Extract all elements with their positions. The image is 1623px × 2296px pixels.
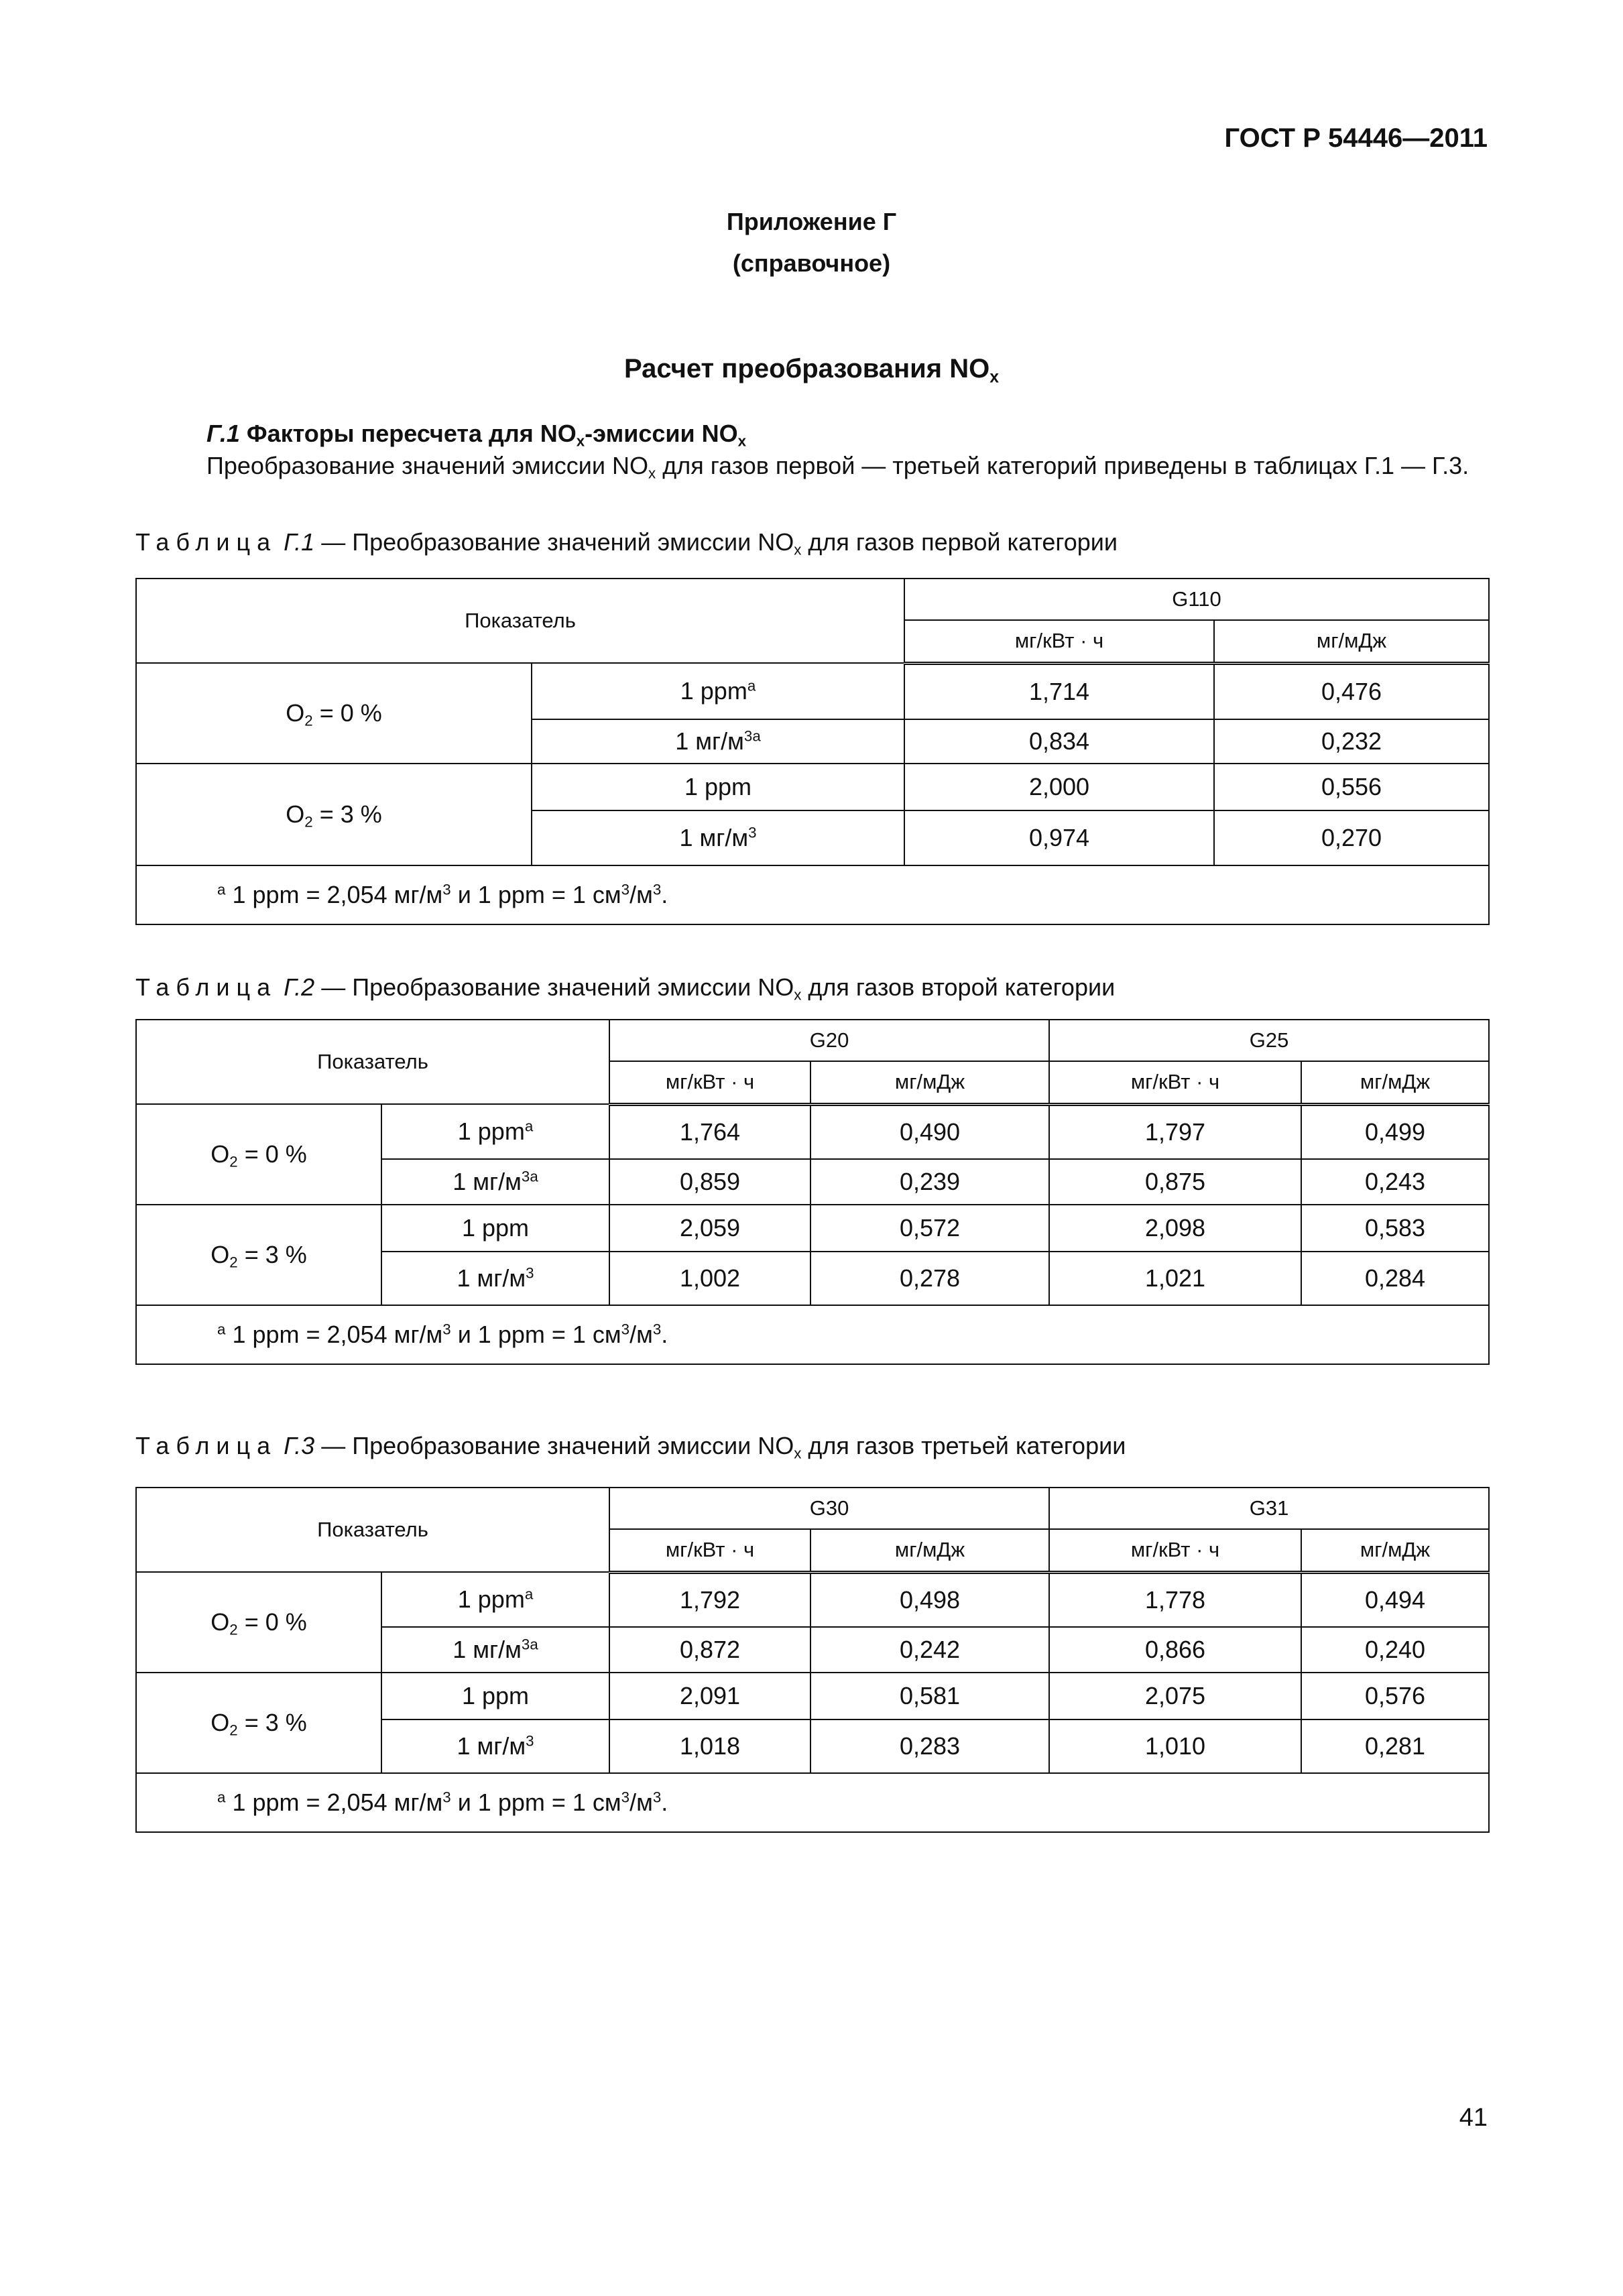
gas-header: G30 [609, 1488, 1049, 1529]
o2-label: $O_2 = 0$ % [136, 1572, 381, 1673]
unit-label: 1 $мг/м^{3а}$ [381, 1159, 609, 1205]
table-cell: 1,797 [1049, 1104, 1301, 1159]
unit-header: мг/кВт · ч [1049, 1061, 1301, 1104]
table-3-caption: Таблица Г.3 — Преобразование значений эмиссии $NO_x$ для газов третьей категории [135, 1432, 1126, 1462]
unit-label: 1 ppm [381, 1673, 609, 1719]
unit-label: 1 $мг/м^3$ [381, 1252, 609, 1305]
table-cell: 1,002 [609, 1252, 810, 1305]
unit-header: мг/мДж [1214, 620, 1489, 663]
o2-label: $O_2 = 0$ % [136, 663, 532, 764]
table-cell: 0,490 [810, 1104, 1049, 1159]
table-cell: 1,792 [609, 1572, 810, 1627]
section-title: Расчет преобразования $NO_x$ [623, 354, 1000, 387]
o2-label: $O_2 = 3$ % [136, 1205, 381, 1305]
gas-header: G20 [609, 1020, 1049, 1061]
unit-label: 1 $мг/м^3$ [381, 1719, 609, 1773]
table-cell: 2,000 [904, 764, 1214, 810]
gas-header: G31 [1049, 1488, 1489, 1529]
table-cell: 0,576 [1301, 1673, 1489, 1719]
table-cell: 2,091 [609, 1673, 810, 1719]
unit-label: 1 $мг/м^3$ [532, 810, 904, 865]
table-cell: 0,278 [810, 1252, 1049, 1305]
table-1 [135, 578, 1490, 925]
unit-label: 1 ppm$^а$ [381, 1572, 609, 1627]
indicator-header: Показатель [136, 1020, 609, 1104]
o2-label: $O_2 = 3$ % [136, 764, 532, 865]
o2-label: $O_2 = 0$ % [136, 1104, 381, 1205]
unit-header: мг/мДж [810, 1061, 1049, 1104]
document-code: ГОСТ Р 54446—2011 [1224, 123, 1488, 153]
table-cell: 2,059 [609, 1205, 810, 1252]
table-cell: 0,270 [1214, 810, 1489, 865]
unit-header: мг/мДж [810, 1529, 1049, 1572]
table-cell: 0,498 [810, 1572, 1049, 1627]
table-cell: 0,834 [904, 719, 1214, 764]
indicator-header: Показатель [136, 1488, 609, 1572]
clause-paragraph: Преобразование значений эмиссии $NO_x$ для газов первой — третьей категорий приведены в таблицах Г.1 — Г.3. [206, 452, 1469, 482]
unit-header: мг/кВт · ч [1049, 1529, 1301, 1572]
table-cell: 0,283 [810, 1719, 1049, 1773]
table-cell: 1,714 [904, 663, 1214, 719]
table-cell: 0,232 [1214, 719, 1489, 764]
table-cell: 1,018 [609, 1719, 810, 1773]
o2-label: $O_2 = 3$ % [136, 1673, 381, 1773]
indicator-header: Показатель [136, 579, 904, 663]
gas-header: G110 [904, 579, 1489, 620]
unit-label: 1 ppm$^а$ [381, 1104, 609, 1159]
unit-label: 1 ppm$^а$ [532, 663, 904, 719]
table-cell: 1,778 [1049, 1572, 1301, 1627]
table-footnote: $^а$ 1 ppm = 2,054 $мг/м^3$ и 1 ppm = 1 $см^3/м^3$. [136, 1305, 1489, 1364]
table-cell: 0,240 [1301, 1627, 1489, 1673]
unit-header: мг/мДж [1301, 1529, 1489, 1572]
table-cell: 2,075 [1049, 1673, 1301, 1719]
table-cell: 1,021 [1049, 1252, 1301, 1305]
table-cell: 0,499 [1301, 1104, 1489, 1159]
table-footnote: $^а$ 1 ppm = 2,054 $мг/м^3$ и 1 ppm = 1 $см^3/м^3$. [136, 1773, 1489, 1832]
table-2-caption: Таблица Г.2 — Преобразование значений эмиссии $NO_x$ для газов второй категории [135, 973, 1116, 1004]
table-cell: 0,583 [1301, 1205, 1489, 1252]
unit-header: мг/кВт · ч [904, 620, 1214, 663]
unit-header: мг/мДж [1301, 1061, 1489, 1104]
unit-label: 1 $мг/м^{3а}$ [532, 719, 904, 764]
appendix-title: Приложение Г [726, 208, 897, 235]
clause-title: Г.1 Факторы пересчета для $NO_x$-эмиссии $NO_x$ [206, 420, 747, 450]
appendix-heading [0, 201, 1623, 284]
table-cell: 0,974 [904, 810, 1214, 865]
table-cell: 0,239 [810, 1159, 1049, 1205]
table-cell: 0,866 [1049, 1627, 1301, 1673]
table-cell: 2,098 [1049, 1205, 1301, 1252]
table-cell: 0,494 [1301, 1572, 1489, 1627]
unit-label: 1 $мг/м^{3а}$ [381, 1627, 609, 1673]
appendix-note: (справочное) [732, 249, 891, 277]
table-cell: 0,242 [810, 1627, 1049, 1673]
table-cell: 0,284 [1301, 1252, 1489, 1305]
unit-label: 1 ppm [532, 764, 904, 810]
table-cell: 0,875 [1049, 1159, 1301, 1205]
table-footnote: $^а$ 1 ppm = 2,054 $мг/м^3$ и 1 ppm = 1 $см^3/м^3$. [136, 865, 1489, 924]
table-cell: 0,556 [1214, 764, 1489, 810]
unit-label: 1 ppm [381, 1205, 609, 1252]
table-cell: 0,281 [1301, 1719, 1489, 1773]
table-3 [135, 1487, 1490, 1833]
table-cell: 0,572 [810, 1205, 1049, 1252]
gas-header: G25 [1049, 1020, 1489, 1061]
table-2 [135, 1019, 1490, 1365]
table-cell: 0,243 [1301, 1159, 1489, 1205]
unit-header: мг/кВт · ч [609, 1529, 810, 1572]
unit-header: мг/кВт · ч [609, 1061, 810, 1104]
table-cell: 0,859 [609, 1159, 810, 1205]
page-number: 41 [1459, 2104, 1488, 2132]
table-cell: 1,764 [609, 1104, 810, 1159]
table-cell: 1,010 [1049, 1719, 1301, 1773]
table-cell: 0,476 [1214, 663, 1489, 719]
table-1-caption: Таблица Г.1 — Преобразование значений эмиссии $NO_x$ для газов первой категории [135, 528, 1118, 558]
table-cell: 0,581 [810, 1673, 1049, 1719]
table-cell: 0,872 [609, 1627, 810, 1673]
